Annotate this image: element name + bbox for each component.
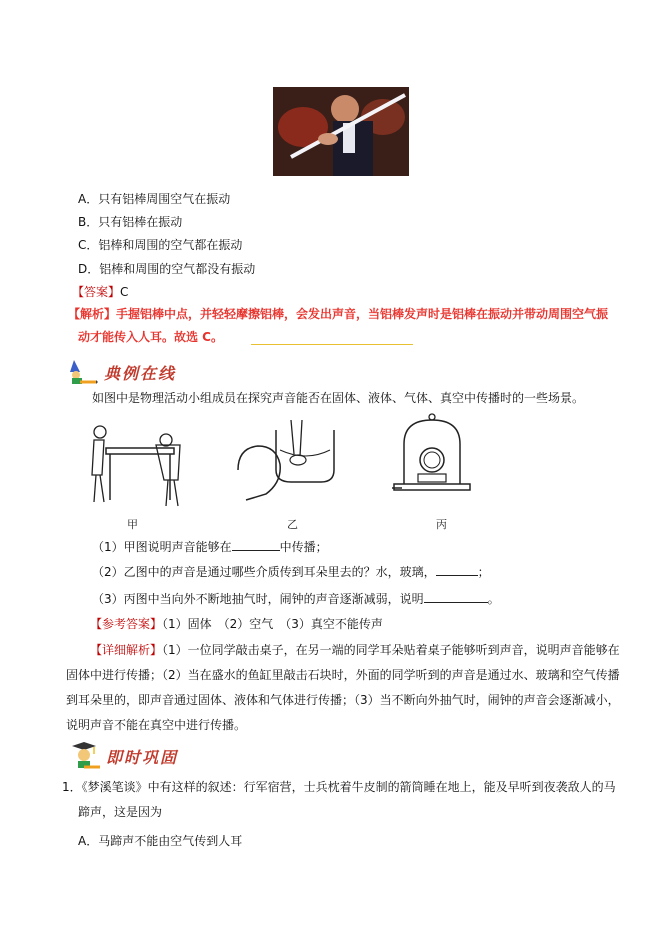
intro-text: 如图中是物理活动小组成员在探究声音能否在固体、液体、气体、真空中传播时的一些场景。: [92, 391, 585, 405]
analysis-text-1: 手握铝棒中点，并轻轻摩擦铝棒，会发出声音，当铝棒发声时是铝棒在振动并带动周围空气振: [116, 307, 609, 321]
exercise-line-2: 蹄声，这是因为: [78, 805, 163, 819]
section-banner-2: [68, 740, 198, 770]
analysis-line-1: [68, 305, 608, 323]
analysis-underline: [251, 344, 413, 345]
detail-line-3: 到耳朵里的，即声音通过固体、液体和气体进行传播；（3）当不断向外抽气时，闹钟的声音会逐渐减小，: [66, 693, 620, 707]
exercise-line-1: [62, 778, 616, 796]
caption-jia: 甲: [127, 518, 138, 531]
detail-line-1: [90, 641, 620, 659]
figure-bing: [392, 414, 472, 510]
question-2-after: ；: [477, 565, 490, 579]
reference-answer-tag: 【参考答案】: [90, 617, 163, 631]
option-b: B．只有铝棒在振动: [78, 215, 183, 229]
question-1: [92, 538, 328, 556]
answer-tag: 【答案】: [72, 285, 121, 299]
wizard-pencil-icon: [68, 358, 98, 386]
blank-1[interactable]: [232, 538, 280, 551]
section-title-1: 典例在线: [104, 364, 177, 383]
question-3-before: （3）丙图中当向外不断地抽气时，闹钟的声音逐渐减弱，说明: [92, 592, 424, 606]
figure-jia: [86, 420, 186, 510]
section-title-2: 即时巩固: [106, 748, 179, 767]
question-3-after: 。: [487, 592, 500, 606]
demo-photo: [273, 87, 409, 176]
detail-text-1: （1）一位同学敲击桌子，在另一端的同学耳朵贴着桌子能够听到声音，说明声音能够在: [162, 643, 620, 657]
answer-line: [72, 283, 128, 301]
graduate-pencil-icon: [68, 740, 100, 770]
reference-answer: [90, 615, 383, 633]
question-1-before: （1）甲图说明声音能够在: [92, 540, 232, 554]
blank-3[interactable]: [424, 590, 488, 603]
section-banner-1: [68, 358, 188, 386]
blank-2[interactable]: [436, 563, 478, 576]
detail-tag: 【详细解析】: [90, 643, 163, 657]
question-3: [92, 590, 500, 608]
option-c: C．铝棒和周围的空气都在振动: [78, 238, 243, 252]
exercise-text-1: 《梦溪笔谈》中有这样的叙述：行军宿营，士兵枕着牛皮制的箭筒睡在地上，能及早听到夜袭敌人的马: [81, 780, 616, 794]
question-1-after: 中传播；: [279, 540, 328, 554]
analysis-line-2: 动才能传入人耳。故选 C。: [78, 330, 223, 344]
exercise-option-a: A．马蹄声不能由空气传到人耳: [78, 834, 243, 848]
detail-line-4: 说明声音不能在真空中进行传播。: [66, 718, 247, 732]
question-2: [92, 563, 490, 581]
exercise-number: 1．: [62, 780, 82, 794]
figure-yi: [236, 420, 346, 510]
detail-line-2: 固体中进行传播；（2）当在盛水的鱼缸里敲击石块时，外面的同学听到的声音是通过水、玻璃和空气传播: [66, 668, 620, 682]
caption-yi: 乙: [287, 518, 298, 531]
caption-bing: 丙: [436, 518, 447, 531]
reference-answer-text: （1）固体 （2）空气 （3）真空不能传声: [162, 617, 383, 631]
question-2-before: （2）乙图中的声音是通过哪些介质传到耳朵里去的？水，玻璃，: [92, 565, 436, 579]
option-d: D．铝棒和周围的空气都没有振动: [78, 262, 256, 276]
option-a: A．只有铝棒周围空气在振动: [78, 192, 231, 206]
analysis-tag: 【解析】: [68, 307, 117, 321]
answer-value: C: [120, 285, 129, 299]
